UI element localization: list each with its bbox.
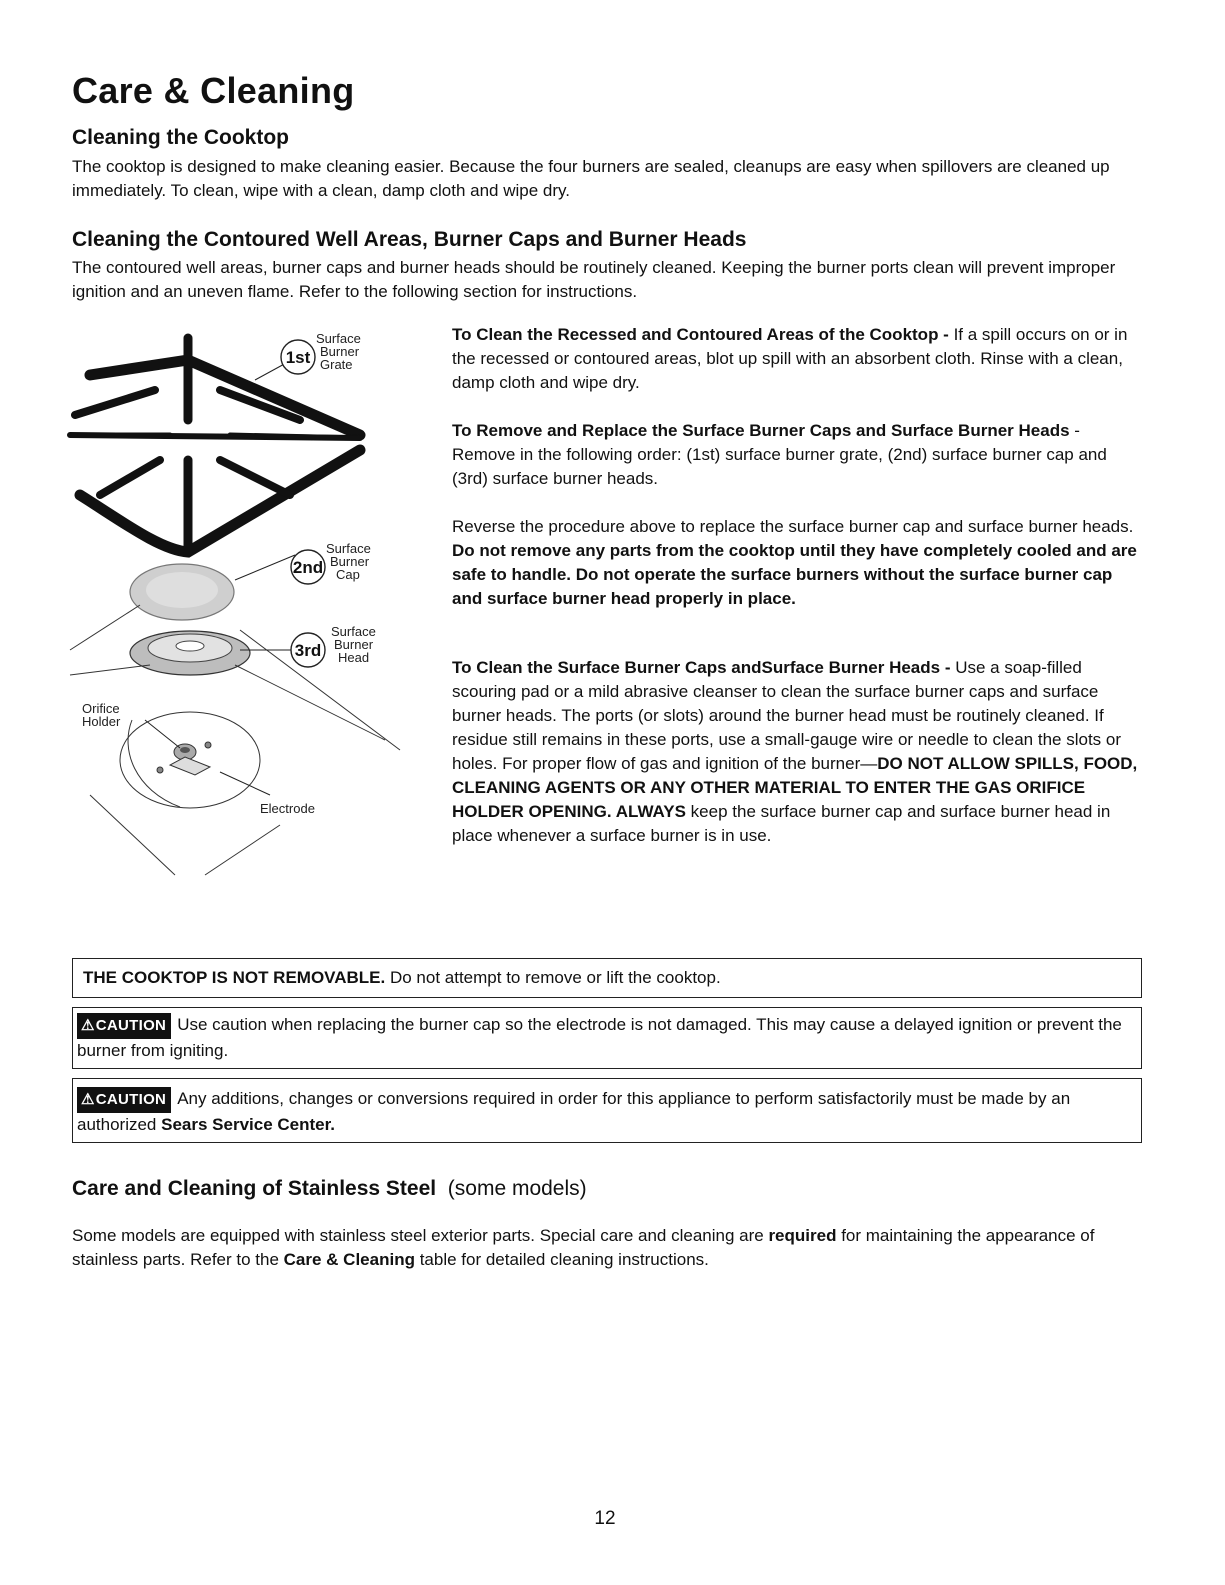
section-heading-stainless [72,1177,587,1201]
clean-caps-tail: keep the surface burner cap and surface burner head in place whenever a surface burner is in use. [452,802,1111,845]
warning-triangle-icon: ⚠ [81,1017,95,1034]
recessed-instructions [452,323,1142,395]
notice-not-removable-text: Do not attempt to remove or lift the cooktop. [385,968,721,987]
caution-box-service [72,1078,1142,1143]
stainless-heading-suffix: (some models) [447,1177,587,1200]
label-burner-1: Burner [320,344,360,359]
stainless-bold-2: Care & Cleaning [283,1250,415,1269]
reverse-instructions [452,515,1142,611]
label-burner-3: Burner [334,637,374,652]
section-text-stainless [72,1224,1142,1272]
reverse-text: Reverse the procedure above to replace the surface burner cap and surface burner heads. [452,517,1134,536]
remove-replace-instructions [452,419,1142,491]
section-heading-contoured: Cleaning the Contoured Well Areas, Burner Caps and Burner Heads [72,228,747,251]
caution-box-electrode [72,1007,1142,1069]
label-surface-2: Surface [326,541,371,556]
clean-caps-lead: To Clean the Surface Burner Caps andSurface Burner Heads - [452,658,951,677]
label-surface-1: Surface [316,331,361,346]
burner-assembly-figure [60,320,430,880]
stainless-text-2: for maintaining the appearance of stainless parts. Refer to the [72,1226,1095,1269]
caution-electrode-text: Use caution when replacing the burner cap so the electrode is not damaged. This may cause a delayed ignition or prevent the burner from igniting. [77,1015,1122,1060]
caution-service-text: Any additions, changes or conversions required in order for this appliance to perform satisfactorily must be made by an authorized [77,1089,1071,1134]
warning-triangle-icon: ⚠ [81,1091,95,1108]
section-text-contoured: The contoured well areas, burner caps and burner heads should be routinely cleaned. Keeping the burner ports clean will prevent improper ignition and an uneven flame. Refer to the following section for instructions. [72,258,1116,301]
label-orifice: Orifice [82,701,120,716]
stainless-text-3: table for detailed cleaning instructions. [414,1250,709,1269]
burner-grate-illustration [70,338,360,552]
page-number: 12 [594,1508,616,1529]
label-cap: Cap [336,567,360,582]
remove-replace-lead: To Remove and Replace the Surface Burner Caps and Surface Burner Heads [452,421,1070,440]
page-title: Care & Cleaning [72,70,355,111]
recessed-text: If a spill occurs on or in the recessed or contoured areas, blot up spill with an absorbent cloth. Rinse with a clean, damp cloth and wipe dry. [452,325,1128,392]
label-surface-3: Surface [331,624,376,639]
notice-not-removable [72,958,1142,998]
caution-service-bold: Sears Service Center. [161,1115,336,1134]
caution-badge: ⚠CAUTION [77,1013,171,1039]
step-1-marker: 1st [285,348,311,367]
remove-replace-text: - Remove in the following order: (1st) surface burner grate, (2nd) surface burner cap and (3rd) surface burner heads. [452,421,1107,488]
notice-not-removable-bold: THE COOKTOP IS NOT REMOVABLE. [83,968,386,987]
clean-caps-instructions [452,656,1142,848]
step-3-marker: 3rd [294,641,322,660]
label-grate: Grate [320,357,353,372]
burner-head-illustration [130,631,250,675]
step-2-marker: 2nd [292,558,324,577]
section-text-cooktop: The cooktop is designed to make cleaning easier. Because the four burners are sealed, cleanups are easy when spillovers are cleaned up immediately. To clean, wipe with a clean, damp cloth and wipe dry. [72,157,1110,200]
clean-caps-text: Use a soap-filled scouring pad or a mild abrasive cleanser to clean the surface burner caps and surface burner heads. The ports (or slots) around the burner head must be routinely cleaned. If residue still remains in these ports, use a small-gauge wire or needle to clean the slots or holes. For proper flow of gas and ignition of the burner— [452,658,1122,773]
recessed-lead: To Clean the Recessed and Contoured Areas of the Cooktop - [452,325,949,344]
label-burner-2: Burner [330,554,370,569]
reverse-warning: Do not remove any parts from the cooktop until they have completely cooled and are safe to handle. Do not operate the surface burners without the surface burner cap and surface burner head properly in place. [452,541,1137,608]
clean-caps-warning: DO NOT ALLOW SPILLS, FOOD, CLEANING AGENTS OR ANY OTHER MATERIAL TO ENTER THE GAS ORIFICE HOLDER OPENING. ALWAYS [452,754,1138,821]
label-head: Head [338,650,370,665]
label-electrode: Electrode [260,801,315,816]
orifice-holder-illustration [157,742,211,775]
label-holder: Holder [82,714,121,729]
caution-badge: ⚠CAUTION [77,1087,171,1113]
section-heading-cooktop: Cleaning the Cooktop [72,126,289,149]
stainless-text-1: Some models are equipped with stainless steel exterior parts. Special care and cleaning are [72,1226,769,1245]
stainless-heading: Care and Cleaning of Stainless Steel [72,1177,437,1200]
stainless-bold-1: required [768,1226,837,1245]
